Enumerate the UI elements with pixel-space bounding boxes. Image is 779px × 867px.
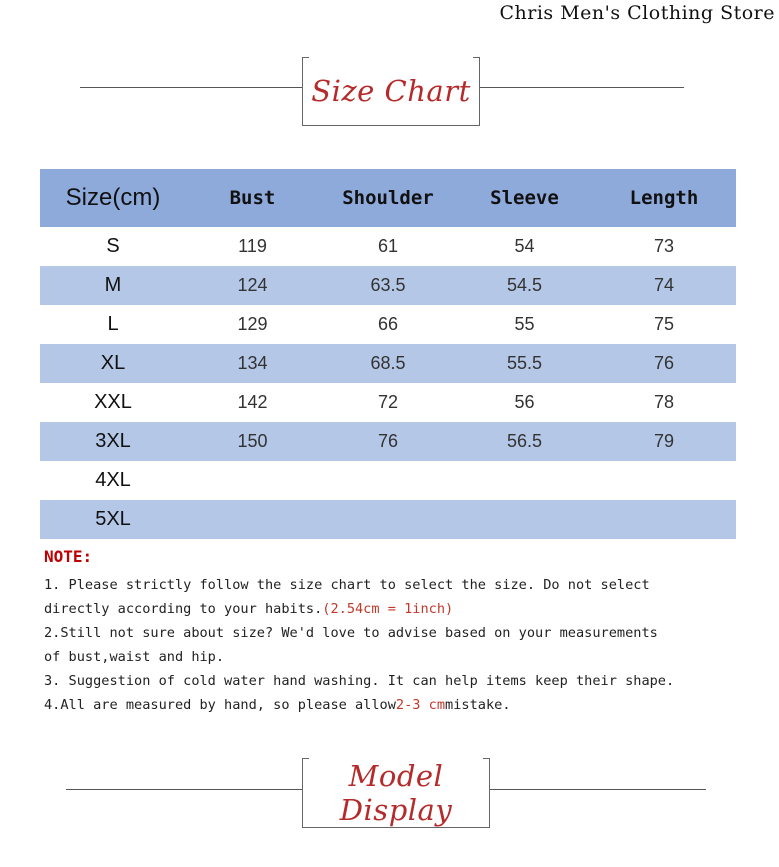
model-display-title: Model Display — [339, 758, 453, 827]
cell-sleeve: 55 — [514, 314, 535, 334]
cell-length: 79 — [592, 422, 736, 461]
cell-size: XL — [40, 344, 186, 383]
table-row — [40, 266, 736, 305]
cell-length: 78 — [653, 392, 675, 412]
cell-bust — [186, 461, 319, 500]
cell-shoulder: 76 — [319, 422, 457, 461]
cell-bust: 134 — [186, 344, 319, 383]
divider-left-size-chart — [80, 87, 304, 88]
table-row — [40, 461, 736, 500]
cell-sleeve — [457, 461, 592, 500]
inch-conversion: (2.54cm = 1inch) — [322, 601, 454, 617]
cell-sleeve: 55.5 — [457, 344, 592, 383]
note-text: 3. Suggestion of cold water hand washing. It can help items keep their shape. — [44, 673, 675, 689]
cell-bust: 124 — [186, 266, 319, 305]
cell-length: 73 — [653, 236, 675, 256]
cell-bust: 129 — [237, 314, 268, 334]
cell-length: 75 — [653, 314, 675, 334]
note-text: directly according to your habits. — [44, 601, 323, 617]
header-size: Size(cm) — [40, 169, 186, 227]
note-line — [44, 645, 744, 669]
size-chart-frame — [302, 57, 480, 126]
note-line — [44, 693, 744, 717]
tolerance-highlight: 2-3 cm — [395, 697, 446, 713]
table-header-row — [40, 169, 736, 227]
table-row — [40, 344, 736, 383]
cell-shoulder: 68.5 — [319, 344, 457, 383]
note-line — [44, 669, 744, 693]
cell-bust: 142 — [237, 392, 268, 412]
table-row — [40, 422, 736, 461]
model-display-frame — [302, 758, 490, 828]
note-text: 1. Please strictly follow the size chart to select the size. Do not select — [44, 577, 650, 593]
cell-length: 76 — [592, 344, 736, 383]
divider-left-model-display — [66, 789, 304, 790]
cell-shoulder: 63.5 — [319, 266, 457, 305]
cell-size: 3XL — [40, 422, 186, 461]
cell-shoulder: 61 — [377, 236, 399, 256]
cell-size: XXL — [94, 391, 132, 413]
note-title: NOTE: — [44, 547, 93, 566]
cell-length — [592, 500, 736, 539]
cell-bust — [186, 500, 319, 539]
cell-length: 74 — [592, 266, 736, 305]
cell-size: M — [40, 266, 186, 305]
cell-size: L — [107, 313, 119, 335]
cell-shoulder: 72 — [377, 392, 399, 412]
note-line — [44, 573, 744, 597]
cell-length — [592, 461, 736, 500]
size-chart-title: Size Chart — [311, 74, 471, 108]
header-bust: Bust — [186, 169, 319, 227]
header-shoulder: Shoulder — [319, 169, 457, 227]
cell-bust: 150 — [186, 422, 319, 461]
cell-sleeve — [457, 500, 592, 539]
note-text: 2.Still not sure about size? We'd love to advise based on your measurements — [44, 625, 658, 641]
cell-size: 5XL — [40, 500, 186, 539]
note-line — [44, 597, 744, 621]
cell-shoulder — [319, 461, 457, 500]
table-row — [40, 500, 736, 539]
cell-shoulder: 66 — [377, 314, 399, 334]
cell-sleeve: 56 — [514, 392, 535, 412]
table-row — [40, 383, 736, 422]
note-line — [44, 621, 744, 645]
divider-right-size-chart — [478, 87, 684, 88]
cell-sleeve: 54 — [514, 236, 535, 256]
divider-right-model-display — [488, 789, 706, 790]
table-row — [40, 305, 736, 344]
cell-size: S — [106, 235, 120, 257]
notes-section — [44, 545, 744, 717]
note-text: 4.All are measured by hand, so please allow — [44, 697, 396, 713]
note-text: of bust,waist and hip. — [44, 649, 225, 665]
cell-size: 4XL — [95, 469, 131, 491]
cell-sleeve: 54.5 — [457, 266, 592, 305]
table-row — [40, 227, 736, 266]
header-sleeve: Sleeve — [457, 169, 592, 227]
size-table — [40, 169, 736, 539]
note-text: mistake. — [445, 697, 511, 713]
store-name: Chris Men's Clothing Store — [499, 2, 775, 24]
cell-shoulder — [319, 500, 457, 539]
cell-bust: 119 — [238, 236, 267, 256]
header-length: Length — [592, 169, 736, 227]
cell-sleeve: 56.5 — [457, 422, 592, 461]
